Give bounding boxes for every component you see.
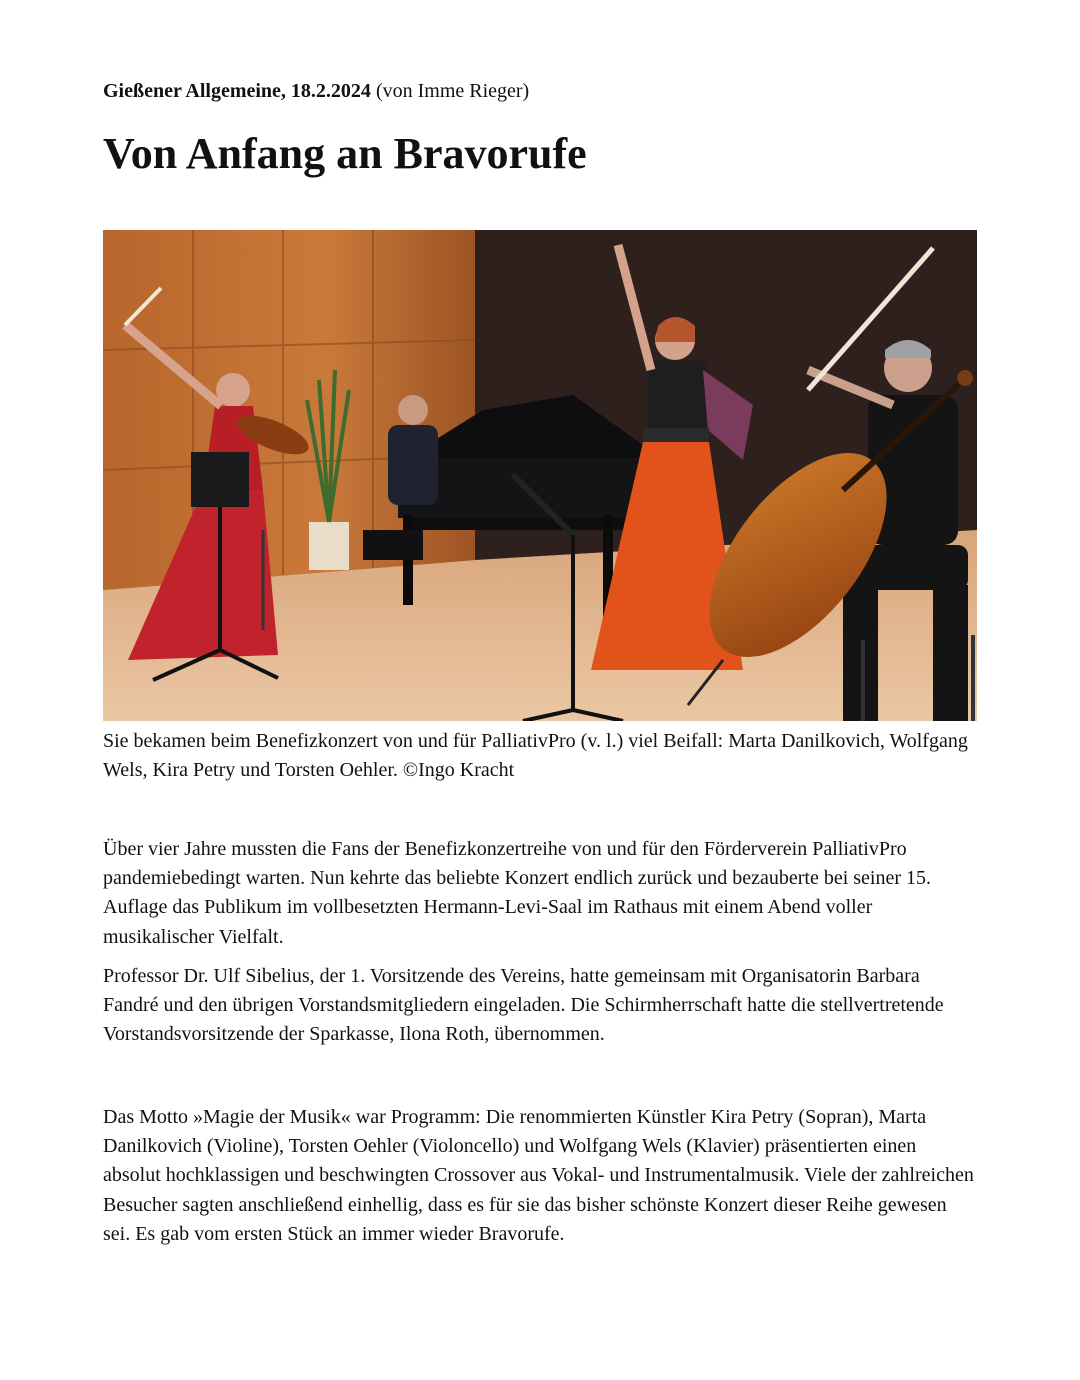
byline (103, 78, 529, 104)
headline: Von Anfang an Bravorufe (103, 129, 587, 178)
body-paragraph-2: Professor Dr. Ulf Sibelius, der 1. Vorsitzende des Vereins, hatte gemeinsam mit Organisatorin Barbara Fandré und den übrigen Vorstandsmitgliedern eingeladen. Die Schirmherrschaft hatte die stellvertretende Vorstandsvorsitzende der Sparkasse, Ilona Roth, übernommen. (103, 965, 944, 1046)
concert-photo (103, 230, 977, 721)
concert-photo-illustration (103, 230, 977, 721)
byline-source: Gießener Allgemeine, 18.2.2024 (103, 80, 371, 102)
byline-author: (von Imme Rieger) (375, 80, 530, 102)
photo-caption: Sie bekamen beim Benefizkonzert von und für PalliativPro (v. l.) viel Beifall: Marta Danilkovich, Wolfgang Wels, Kira Petry und Torsten Oehler. ©Ingo Kracht (103, 730, 968, 781)
body-paragraph-3: Das Motto »Magie der Musik« war Programm: Die renommierten Künstler Kira Petry (Sopran), Marta Danilkovich (Violine), Torsten Oehler (Violoncello) und Wolfgang Wels (Klavier) präsentierten einen absolut hochklassigen und beschwingten Crossover aus Vokal- und Instrumentalmusik. Viele der zahlreichen Besucher sagten anschließend einhellig, dass es für sie das bisher schönste Konzert dieser Reihe gewesen sei. Es gab vom ersten Stück an immer wieder Bravorufe. (103, 1106, 974, 1245)
body-paragraph-1: Über vier Jahre mussten die Fans der Benefizkonzertreihe von und für den Förderverein PalliativPro pandemiebedingt warten. Nun kehrte das beliebte Konzert endlich zurück und bezauberte bei seiner 15. Auflage das Publikum im vollbesetzten Hermann-Levi-Saal im Rathaus mit einem Abend voller musikalischer Vielfalt. (103, 838, 932, 948)
